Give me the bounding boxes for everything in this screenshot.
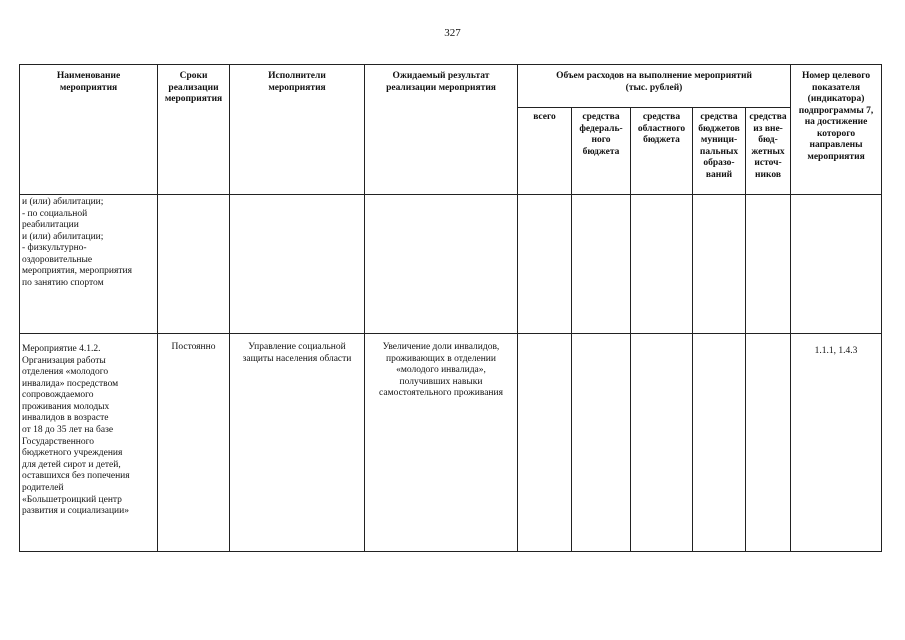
- row-regional-cell: [631, 195, 693, 334]
- header-municipal-budgets: средства бюджетов муници- пальных образо- ваний: [693, 108, 746, 195]
- row-name-cell: и (или) абилитации; - по социальной реабилитации и (или) абилитации; - физкультурно- оздоровительные мероприятия, мероприятия по занятию спортом: [20, 195, 158, 334]
- activities-table: [19, 64, 882, 552]
- row-result-cell: Увеличение доли инвалидов, проживающих в отделении «молодого инвалида», получивших навыки самостоятельного проживания: [365, 334, 518, 552]
- row-result-cell: [365, 195, 518, 334]
- header-regional-budget: средства областного бюджета: [631, 108, 693, 195]
- row-municipal-cell: [693, 195, 746, 334]
- row-federal-cell: [572, 334, 631, 552]
- header-expected-result: Ожидаемый результат реализации мероприятия: [365, 65, 518, 195]
- header-total: всего: [518, 108, 572, 195]
- table-row: [20, 195, 882, 334]
- header-extrabudgetary: средства из вне- бюд- жетных источ- ников: [746, 108, 791, 195]
- header-name: Наименование мероприятия: [20, 65, 158, 195]
- row-municipal-cell: [693, 334, 746, 552]
- row-total-cell: [518, 334, 572, 552]
- header-row-top: [20, 65, 882, 108]
- row-extra-cell: [746, 195, 791, 334]
- row-indicator-cell: [791, 195, 882, 334]
- row-extra-cell: [746, 334, 791, 552]
- row-executors-cell: Управление социальной защиты населения области: [230, 334, 365, 552]
- row-name-cell: Мероприятие 4.1.2. Организация работы отделения «молодого инвалида» посредством сопровождаемого проживания молодых инвалидов в возрасте от 18 до 35 лет на базе Государственного бюджетного учреждения для детей сирот и детей, оставшихся без попечения родителей «Большетроицкий центр развития и социализации»: [20, 334, 158, 552]
- header-indicator-number: Номер целевого показателя (индикатора) подпрограммы 7, на достижение которого направлены мероприятия: [791, 65, 882, 195]
- page-number: 327: [444, 27, 461, 39]
- row-term-cell: Постоянно: [158, 334, 230, 552]
- header-federal-budget: средства федераль- ного бюджета: [572, 108, 631, 195]
- row-term-cell: [158, 195, 230, 334]
- row-executors-cell: [230, 195, 365, 334]
- header-expense-volume: Объем расходов на выполнение мероприятий (тыс. рублей): [518, 65, 791, 108]
- header-term: Сроки реализации мероприятия: [158, 65, 230, 195]
- row-total-cell: [518, 195, 572, 334]
- row-indicator-cell: 1.1.1, 1.4.3: [791, 334, 882, 552]
- table-row: [20, 334, 882, 552]
- row-regional-cell: [631, 334, 693, 552]
- row-federal-cell: [572, 195, 631, 334]
- header-executors: Исполнители мероприятия: [230, 65, 365, 195]
